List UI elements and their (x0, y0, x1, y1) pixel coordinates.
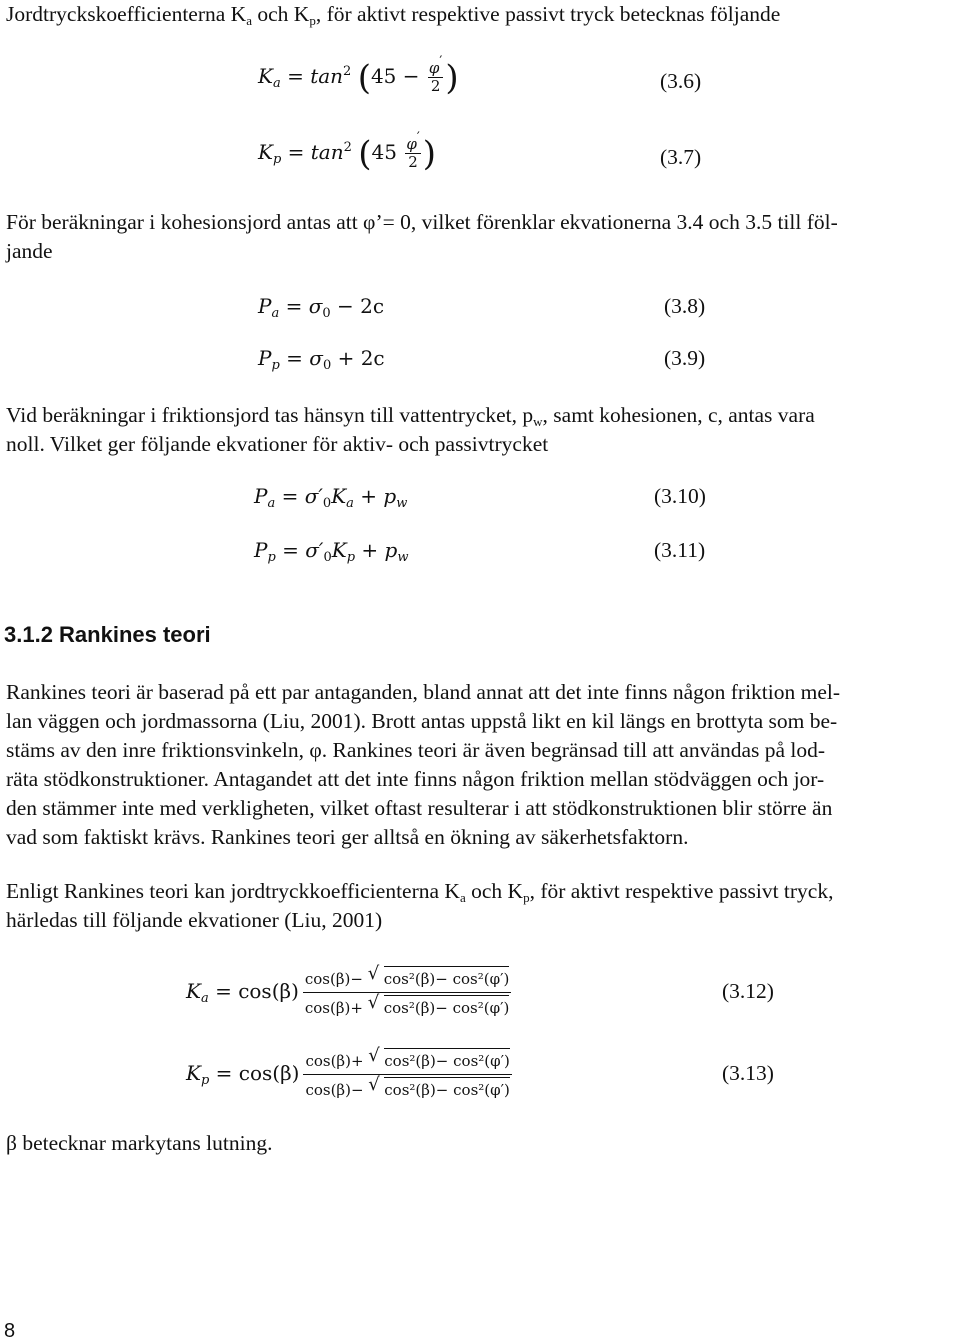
subscript: p (267, 550, 276, 565)
intro-text: och K (251, 2, 310, 26)
subscript: a (271, 306, 280, 321)
equation-label: (3.8) (664, 294, 706, 318)
equation-3-11 (254, 538, 409, 565)
paragraph-rankine (6, 678, 840, 852)
equation-symbol: K (186, 979, 201, 1003)
subscript: 0 (322, 358, 332, 373)
fraction-term: cos(β)+ (304, 999, 368, 1017)
fraction-numerator: φ (428, 59, 440, 77)
equation-label: (3.7) (660, 145, 702, 169)
radicand: cos²(β)− cos²(φ′) (384, 995, 510, 1019)
equation-symbol: K (331, 484, 347, 508)
equation-3-9 (258, 346, 385, 373)
text-line: Rankines teori är baserad på ett par antaganden, bland annat att det inte finns någon friktion mel- (6, 680, 841, 704)
equation-operator: = (279, 346, 310, 370)
equation-term: 45 − (370, 64, 426, 88)
equation-term: + 2c (331, 346, 385, 370)
equation-symbol: p (383, 484, 397, 508)
equation-symbol: P (258, 294, 272, 318)
equation-operator: = (280, 64, 311, 88)
equation-operator: = (281, 140, 311, 164)
equation-symbol: P (254, 538, 268, 562)
text-line: härledas till följande ekvationer (Liu, 2001) (6, 908, 383, 932)
radicand: cos²(β)− cos²(φ′) (384, 1048, 510, 1072)
equation-3-6: $K_a = \tan^2 (45$ − $\frac{\varphi'}{2}$ ) (258, 54, 459, 98)
subscript: a (272, 76, 281, 91)
paragraph-friction-soil (6, 401, 815, 459)
equation-label: (3.12) (722, 979, 774, 1003)
equation-term: − 2c (330, 294, 385, 318)
equation-symbol: σ′ (304, 484, 323, 508)
subscript: a (267, 496, 276, 511)
subscript: p (309, 13, 316, 28)
equation-label: (3.13) (722, 1061, 774, 1085)
intro-text: Jordtryckskoefficienterna K (6, 2, 247, 26)
equation-3-10 (254, 484, 408, 511)
page-number: 8 (4, 1320, 16, 1342)
subscript: w (533, 414, 543, 429)
text-line (6, 877, 833, 906)
equation-label: (3.6) (660, 69, 702, 93)
text-line (6, 401, 815, 430)
text-span: , för aktivt respektive passivt tryck, (529, 879, 834, 903)
fraction-term: cos(β)− (304, 970, 368, 988)
equation-label: (3.9) (664, 346, 706, 370)
equation-term: 45 (371, 140, 404, 164)
text-line: För beräkningar i kohesionsjord antas att φ’= 0, vilket förenklar ekvationerna 3.4 och 3.5 till föl- (6, 210, 838, 234)
text-span: Enligt Rankines teori kan jordtryckkoefficienterna K (6, 879, 460, 903)
text-line: lan väggen och jordmassorna (Liu, 2001). Brott antas uppstå likt en kil längs en brottyta som be- (6, 709, 838, 733)
prime-mark: ′ (439, 54, 443, 69)
equation-operator: + (355, 538, 385, 562)
equation-operator: = cos(β) (208, 979, 299, 1003)
fraction-numerator: φ (406, 135, 417, 153)
subscript: p (523, 890, 530, 905)
text-line: räta stödkonstruktioner. Antagandet att det inte finns någon friktion mellan stödväggen och jor- (6, 767, 825, 791)
equation-3-13 (186, 1048, 512, 1101)
subscript: 0 (322, 496, 332, 511)
equation-symbol: σ (308, 294, 323, 318)
subscript: a (346, 496, 354, 511)
equation-3-12 (186, 966, 511, 1019)
subscript: p (346, 550, 356, 565)
fraction (303, 966, 511, 1019)
fraction-denominator: 2 (405, 153, 420, 171)
text-line: vad som faktiskt krävs. Rankines teori ger alltså en ökning av säkerhetsfaktorn. (6, 825, 689, 849)
subscript: a (246, 13, 252, 28)
text-line: jande (6, 239, 53, 263)
section-heading: 3.1.2 Rankines teori (4, 622, 211, 647)
text-line: stäms av den inre friktionsvinkeln, φ. Rankines teori är även begränsad till att användas på lod- (6, 738, 826, 762)
equation-symbol: K (258, 140, 273, 164)
equation-operator: = cos(β) (209, 1061, 300, 1085)
subscript: p (200, 1073, 210, 1088)
superscript: 2 (343, 64, 352, 79)
intro-text: , för aktivt respektive passivt tryck betecknas följande (315, 2, 781, 26)
equation-symbol: σ (309, 346, 323, 370)
radicand: cos²(β)− cos²(φ′) (384, 966, 510, 990)
prime-mark: ′ (416, 130, 420, 145)
sqrt-symbol (368, 966, 510, 990)
equation-symbol: σ′ (305, 538, 324, 562)
equation-symbol: P (258, 346, 272, 370)
sqrt-symbol (368, 1077, 510, 1101)
equation-symbol: K (331, 538, 347, 562)
subscript: p (271, 358, 280, 373)
equation-symbol: K (258, 64, 273, 88)
superscript: 2 (343, 140, 352, 155)
subscript: w (396, 496, 408, 511)
intro-paragraph (6, 0, 780, 29)
equation-3-8 (258, 294, 385, 321)
paragraph-rankine-coefficients (6, 877, 833, 935)
subscript: w (397, 550, 409, 565)
equation-symbol: K (186, 1061, 201, 1085)
subscript: 0 (323, 550, 332, 565)
subscript: 0 (322, 306, 331, 321)
equation-function: tan (310, 64, 344, 88)
fraction (428, 54, 443, 95)
equation-symbol: P (254, 484, 268, 508)
equation-label: (3.10) (654, 484, 706, 508)
equation-function: tan (310, 140, 344, 164)
equation-operator: + (353, 484, 384, 508)
sqrt-symbol (368, 995, 510, 1019)
text-span: Vid beräkningar i friktionsjord tas hänsyn till vattentrycket, p (6, 403, 534, 427)
text-line: noll. Vilket ger följande ekvationer för aktiv- och passivtrycket (6, 432, 549, 456)
equation-operator: = (275, 538, 306, 562)
paragraph-beta: β betecknar markytans lutning. (6, 1131, 273, 1155)
paragraph-cohesion (6, 208, 838, 266)
subscript: a (200, 991, 209, 1006)
subscript: p (272, 152, 282, 167)
subscript: a (459, 890, 466, 905)
text-span: , samt kohesionen, c, antas vara (542, 403, 815, 427)
equation-symbol: p (384, 538, 398, 562)
text-line: den stämmer inte med verkligheten, vilket oftast resulterar i att stödkonstruktionen blir större än (6, 796, 833, 820)
fraction-term: cos(β)− (305, 1081, 369, 1099)
equation-label: (3.11) (654, 538, 706, 562)
equation-operator: = (279, 294, 309, 318)
fraction (303, 1048, 511, 1101)
equation-3-7: $K_p = \tan^2 (45$ $\frac{\varphi'}{2}$ ) (258, 130, 437, 174)
fraction-denominator: 2 (428, 77, 443, 95)
text-span: och K (465, 879, 524, 903)
equation-operator: = (275, 484, 305, 508)
radicand: cos²(β)− cos²(φ′) (384, 1077, 510, 1101)
fraction (405, 130, 420, 171)
fraction-term: cos(β)+ (305, 1052, 369, 1070)
sqrt-symbol (368, 1048, 510, 1072)
